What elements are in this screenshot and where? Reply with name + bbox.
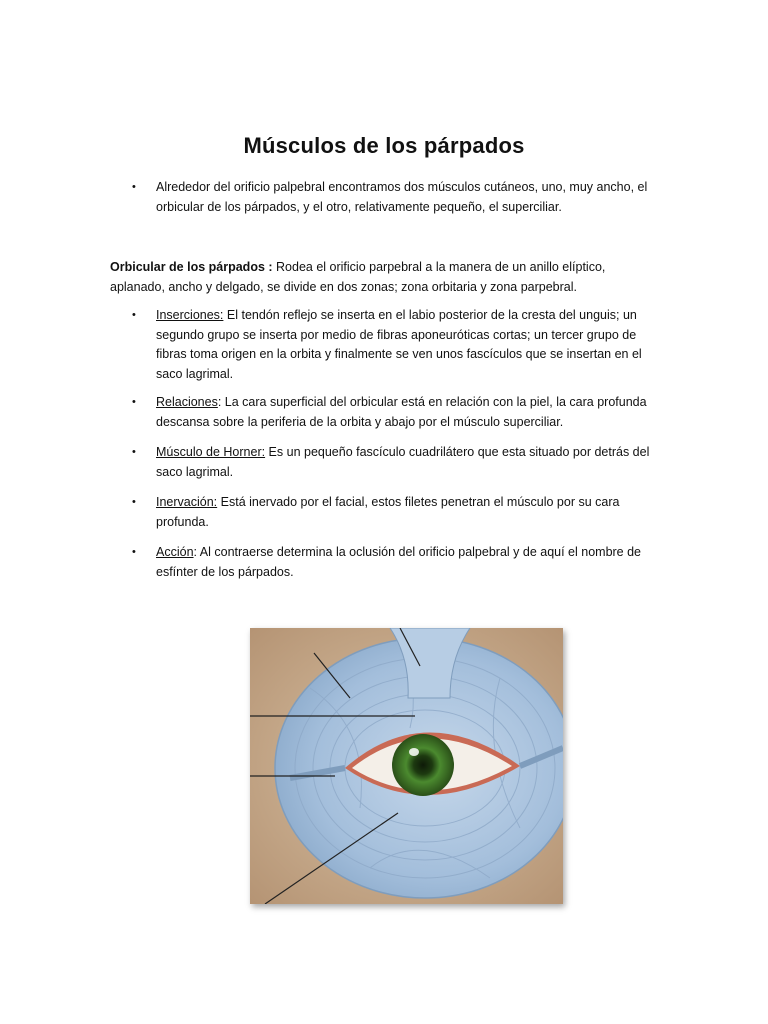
orbicular-heading: Orbicular de los párpados : bbox=[110, 260, 273, 274]
eyelid-muscle-illustration bbox=[250, 628, 563, 904]
item-label: Inervación: bbox=[156, 495, 218, 509]
orbicular-paragraph bbox=[110, 258, 640, 297]
item-label: Relaciones bbox=[156, 395, 218, 409]
bullet: • bbox=[132, 396, 136, 408]
iris bbox=[392, 734, 454, 796]
list-item-inserciones bbox=[132, 306, 661, 384]
item-label: Músculo de Horner: bbox=[156, 445, 266, 459]
list-item-inervacion bbox=[132, 493, 661, 532]
item-label: Acción bbox=[156, 545, 194, 559]
bullet: • bbox=[132, 496, 136, 508]
item-text: : Al contraerse determina la oclusión del orificio palpebral y de aquí el nombre de esfínter de los párpados. bbox=[156, 545, 642, 579]
item-text: Es un pequeño fascículo cuadrilátero que esta situado por detrás del saco lagrimal. bbox=[156, 445, 650, 479]
list-item-horner bbox=[132, 443, 661, 482]
list-item-relaciones bbox=[132, 393, 661, 432]
eye-anatomy-drawing bbox=[250, 628, 563, 904]
item-text: El tendón reflejo se inserta en el labio posterior de la cresta del unguis; un segundo grupo se inserta por medio de fibras aponeuróticas cortas; un tercer grupo de fibras toma origen en la orbita y finalmente se ven unos fascículos que se insertan en el saco lagrimal. bbox=[156, 308, 642, 381]
bullet: • bbox=[132, 181, 136, 193]
intro-text: Alrededor del orificio palpebral encontramos dos músculos cutáneos, uno, muy ancho, el orbicular de los párpados, y el otro, relativamente pequeño, el superciliar. bbox=[156, 180, 648, 214]
item-text: Está inervado por el facial, estos filetes penetran el músculo por su cara profunda. bbox=[156, 495, 620, 529]
page-title: Músculos de los párpados bbox=[243, 133, 525, 158]
list-item-accion bbox=[132, 543, 661, 582]
orbicular-text: Rodea el orificio parpebral a la manera de un anillo elíptico, aplanado, ancho y delgado, se divide en dos zonas; zona orbitaria y zona parpebral. bbox=[110, 260, 606, 294]
item-text: : La cara superficial del orbicular está en relación con la piel, la cara profunda descansa sobre la periferia de la orbita y abajo por el músculo superciliar. bbox=[156, 395, 647, 429]
item-label: Inserciones: bbox=[156, 308, 224, 322]
bullet: • bbox=[132, 446, 136, 458]
intro-list-item bbox=[132, 178, 661, 217]
bullet: • bbox=[132, 546, 136, 558]
bullet: • bbox=[132, 309, 136, 321]
eye-highlight bbox=[409, 748, 419, 756]
